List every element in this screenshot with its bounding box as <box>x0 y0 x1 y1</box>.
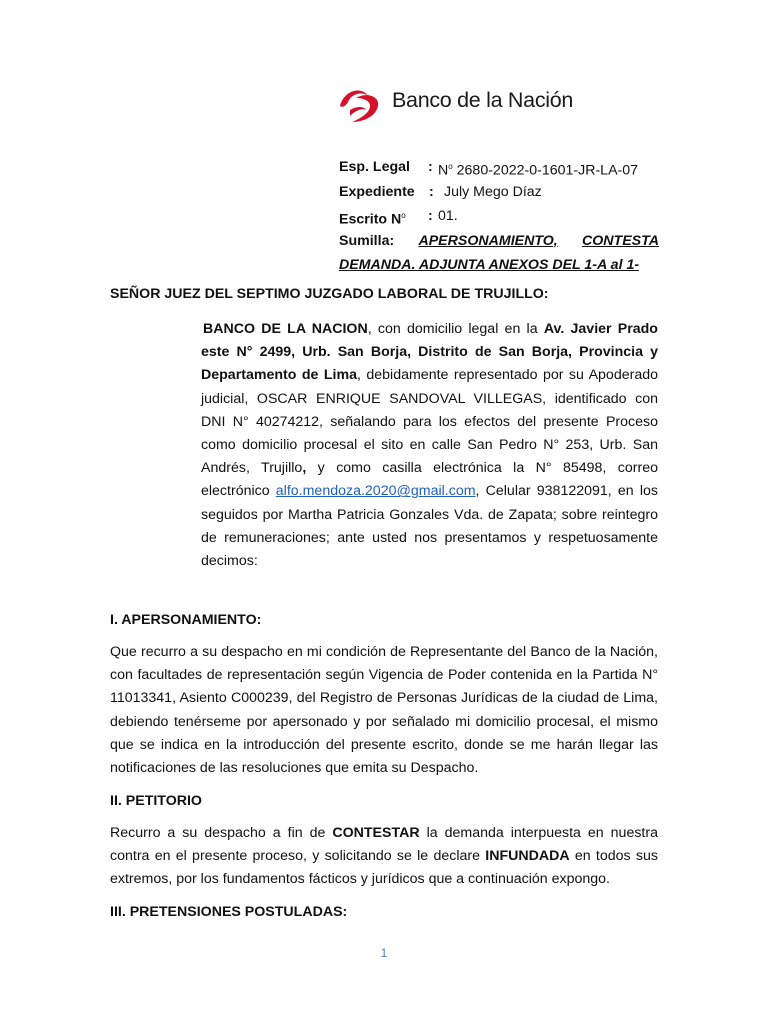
escrito-row <box>339 204 659 229</box>
section-pretensiones-title: III. PRETENSIONES POSTULADAS: <box>110 904 348 920</box>
sumilla-word-2: CONTESTA <box>582 232 659 249</box>
section-apersonamiento-text: Que recurro a su despacho en mi condición de Representante del Banco de la Nación, con facultades de representación según Vigencia de Poder contenida en la Partida N° 11013341, Asiento C000239, del Registro de Personas Jurídicas de la ciudad de Lima, debiendo tenérseme por apersonado y por señalado mi domicilio procesal, el mismo que se indica en la introducción del presente escrito, donde se me harán llegar las notificaciones de las resoluciones que emita su Despacho. <box>110 644 658 777</box>
case-metadata <box>339 155 659 278</box>
email-link[interactable]: alfo.mendoza.2020@gmail.com <box>275 483 476 500</box>
page-number: 1 <box>380 946 388 960</box>
bank-logo <box>336 82 586 128</box>
escrito-value: 01. <box>438 208 458 224</box>
esp-legal-label: Esp. Legal <box>339 159 410 175</box>
section-petitorio-title: II. PETITORIO <box>110 793 202 809</box>
addressee: SEÑOR JUEZ DEL SEPTIMO JUZGADO LABORAL DE TRUJILLO: <box>110 286 549 302</box>
sumilla <box>339 229 659 278</box>
expediente-row <box>339 180 659 205</box>
colon: : <box>428 208 433 224</box>
section-apersonamiento-title: I. APERSONAMIENTO: <box>110 612 262 628</box>
bank-logo-icon <box>336 84 388 124</box>
intro-paragraph: BANCO DE LA NACION, con domicilio legal en la Av. Javier Prado este N° 2499, Urb. San Borja, Distrito de San Borja, Provincia y Departamento de Lima, debidamente representado por su Apoderado judicial, OSCAR ENRIQUE SANDOVAL VILLEGAS, identificado con DNI N° 40274212, señalando para los efectos del presente Proceso como domicilio procesal el sito en calle San Pedro N° 253, Urb. San Andrés, Trujillo, y como casilla electrónica la N° 85498, correo electrónico alfo.mendoza.2020@gmail.com, Celular 938122091, en los seguidos por Martha Patricia Gonzales Vda. de Zapata; sobre reintegro de remuneraciones; ante usted nos presentamos y respetuosamente decimos: <box>201 321 658 570</box>
sumilla-label: Sumilla: <box>339 232 395 249</box>
sumilla-word-1: APERSONAMIENTO, <box>418 232 558 249</box>
bank-name: Banco de la Nación <box>392 88 574 112</box>
colon: : <box>428 159 433 175</box>
colon: : <box>429 183 434 200</box>
escrito-label: Escrito $N^o$ <box>339 211 406 228</box>
expediente-value: July Mego Díaz <box>444 183 542 200</box>
section-petitorio-text: Recurro a su despacho a fin de CONTESTAR la demanda interpuesta en nuestra contra en el presente proceso, y solicitando se le declare INFUNDADA en todos sus extremos, por los fundamentos fácticos y jurídicos que a continuación expongo. <box>110 825 658 888</box>
esp-legal-row <box>339 155 659 180</box>
bank-name-bold: BANCO DE LA NACION <box>203 321 368 337</box>
legal-address: Av. Javier Prado este N° 2499, Urb. San Borja, Distrito de San Borja, Provincia y Departamento de Lima <box>201 321 658 384</box>
expediente-label: Expediente <box>339 183 415 200</box>
sumilla-line-2: DEMANDA. ADJUNTA ANEXOS DEL 1-A al 1- <box>339 257 640 273</box>
esp-legal-value: $N^o$ 2680-2022-0-1601-JR-LA-07 <box>438 162 639 179</box>
